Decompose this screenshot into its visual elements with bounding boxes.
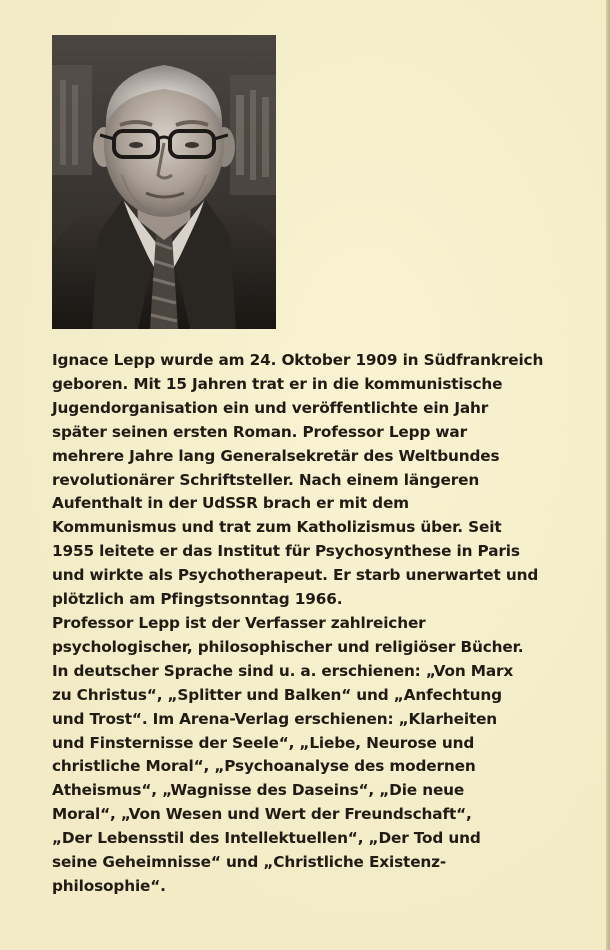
bio-line: Kommunismus und trat zum Katholizismus über. Seit [52, 518, 502, 537]
bio-line: und Trost“. Im Arena-Verlag erschienen: „Klarheiten [52, 709, 498, 728]
bio-line: psychologischer, philosophischer und religiöser Bücher. [52, 637, 524, 656]
bio-line: revolutionärer Schriftsteller. Nach einem längeren [52, 470, 480, 489]
bio-line: plötzlich am Pfingstsonntag 1966. [52, 590, 343, 609]
bio-line: In deutscher Sprache sind u. a. erschienen: „Von Marx [52, 661, 514, 680]
bio-line: geboren. Mit 15 Jahren trat er in die kommunistische [52, 374, 503, 393]
bio-line: und wirkte als Psychotherapeut. Er starb unerwartet und [52, 566, 539, 585]
bio-line: mehrere Jahre lang Generalsekretär des Weltbundes [52, 446, 500, 465]
bio-line: Aufenthalt in der UdSSR brach er mit dem [52, 494, 409, 513]
bio-line: christliche Moral“, „Psychoanalyse des modernen [52, 757, 476, 776]
page-edge [606, 0, 610, 950]
bio-line: Jugendorganisation ein und veröffentlichte ein Jahr [52, 398, 489, 417]
bio-line: und Finsternisse der Seele“, „Liebe, Neurose und [52, 733, 475, 752]
bio-line: später seinen ersten Roman. Professor Lepp war [52, 422, 467, 441]
bio-line: 1955 leitete er das Institut für Psychosynthese in Paris [52, 542, 520, 561]
bio-line: „Der Lebensstil des Intellektuellen“, „Der Tod und [52, 829, 481, 848]
bio-line: Professor Lepp ist der Verfasser zahlreicher [52, 613, 426, 632]
author-biography [52, 349, 552, 899]
bio-line: Moral“, „Von Wesen und Wert der Freundschaft“, [52, 805, 472, 824]
bio-line: Ignace Lepp wurde am 24. Oktober 1909 in Südfrankreich [52, 351, 544, 369]
bio-line: seine Geheimnisse“ und „Christliche Existenz- [52, 853, 447, 872]
bio-line: Atheismus“, „Wagnisse des Daseins“, „Die neue [52, 781, 465, 800]
bio-line: zu Christus“, „Splitter und Balken“ und „Anfechtung [52, 685, 502, 704]
bio-line: philosophie“. [52, 876, 166, 895]
author-portrait [52, 35, 276, 329]
